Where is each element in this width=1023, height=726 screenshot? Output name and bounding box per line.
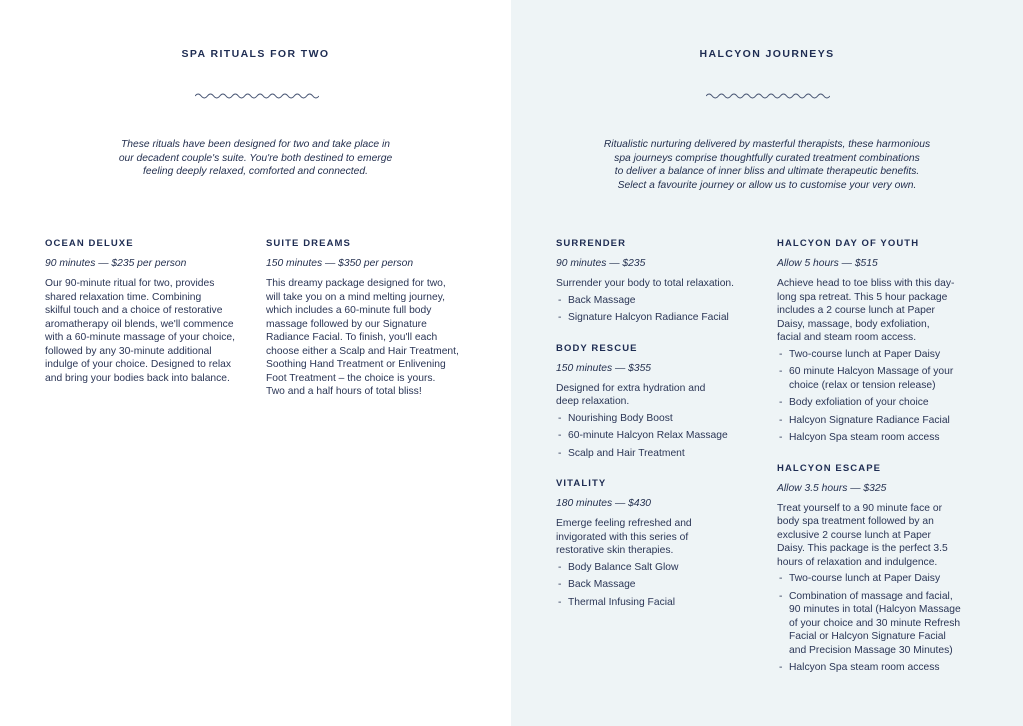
item-line: - Nourishing Body Boost bbox=[568, 412, 673, 424]
description-line: will take you on a mind melting journey, bbox=[266, 291, 445, 303]
description-line: Our 90-minute ritual for two, provides bbox=[45, 278, 215, 289]
description-line: skilful touch and a choice of restorative bbox=[45, 305, 223, 316]
treatment-description bbox=[777, 277, 1002, 345]
description-line: Achieve head to toe bliss with this day- bbox=[777, 278, 955, 289]
item-line: 90 minutes in total (Halcyon Massage bbox=[789, 604, 961, 615]
item-line: - Thermal Infusing Facial bbox=[568, 596, 676, 608]
description-line: Surrender your body to total relaxation. bbox=[556, 278, 735, 289]
treatment-name: HALCYON DAY OF YOUTH bbox=[777, 238, 920, 249]
description-line: exclusive 2 course lunch at Paper bbox=[777, 529, 931, 541]
treatment-description bbox=[556, 517, 766, 558]
description-line: aromatherapy oil blends, we'll commence bbox=[45, 318, 234, 330]
included-treatment-item bbox=[556, 561, 766, 575]
section-title-halcyon-journeys: HALCYON JOURNEYS bbox=[699, 48, 835, 60]
treatment-duration-price: Allow 5 hours — $515 bbox=[777, 258, 878, 269]
included-treatment-item bbox=[556, 311, 766, 325]
wave-divider-icon bbox=[706, 89, 830, 103]
treatment-description bbox=[556, 277, 766, 291]
item-line: - Back Massage bbox=[568, 579, 636, 590]
treatment-name: BODY RESCUE bbox=[556, 342, 638, 354]
item-line: - 60-minute Halcyon Relax Massage bbox=[568, 430, 728, 441]
section-intro bbox=[541, 138, 993, 192]
included-treatment-item bbox=[777, 572, 1002, 586]
intro-line: Ritualistic nurturing delivered by masterful therapists, these harmonious bbox=[603, 139, 931, 150]
treatment-duration-price: 90 minutes — $235 bbox=[556, 258, 646, 269]
treatment-block bbox=[777, 463, 1002, 675]
included-treatment-item bbox=[777, 396, 1002, 410]
description-line: long spa retreat. This 5 hour package bbox=[777, 291, 948, 303]
treatment-name: VITALITY bbox=[556, 478, 607, 489]
item-line: - Signature Halcyon Radiance Facial bbox=[568, 312, 729, 323]
treatment-block bbox=[556, 238, 766, 325]
description-line: body spa treatment followed by an bbox=[777, 516, 934, 527]
description-line: Emerge feeling refreshed and bbox=[556, 518, 692, 529]
treatment-duration-price: Allow 3.5 hours — $325 bbox=[777, 482, 887, 494]
included-treatment-item bbox=[556, 429, 766, 443]
description-line: restorative skin therapies. bbox=[556, 545, 674, 556]
included-treatment-item bbox=[777, 590, 1002, 658]
description-line: which includes a 60-minute full body bbox=[266, 305, 432, 316]
treatment-name: SURRENDER bbox=[556, 238, 627, 249]
treatment-name: OCEAN DELUXE bbox=[45, 238, 134, 249]
included-treatments-list bbox=[556, 412, 766, 461]
description-line: This dreamy package designed for two, bbox=[266, 278, 446, 289]
treatment-block bbox=[556, 478, 766, 609]
description-line: shared relaxation time. Combining bbox=[45, 291, 202, 303]
treatment-column-1 bbox=[556, 238, 766, 627]
item-line: and Precision Massage 30 Minutes) bbox=[789, 644, 953, 656]
treatment-description bbox=[266, 277, 491, 399]
included-treatment-item bbox=[777, 348, 1002, 362]
treatment-column-2 bbox=[266, 238, 491, 417]
treatment-column-1 bbox=[45, 238, 255, 403]
included-treatment-item bbox=[556, 412, 766, 426]
included-treatments-list bbox=[556, 561, 766, 610]
treatment-duration-price: 180 minutes — $430 bbox=[556, 498, 652, 509]
treatment-description bbox=[45, 277, 255, 385]
included-treatment-item bbox=[556, 294, 766, 308]
included-treatment-item bbox=[777, 365, 1002, 392]
item-line: - Scalp and Hair Treatment bbox=[568, 447, 685, 459]
item-line: - Two-course lunch at Paper Daisy bbox=[789, 573, 941, 584]
intro-line: These rituals have been designed for two and take place in bbox=[120, 139, 391, 150]
treatment-block bbox=[266, 238, 491, 399]
included-treatment-item bbox=[777, 431, 1002, 445]
item-line: - Two-course lunch at Paper Daisy bbox=[789, 348, 941, 360]
treatment-description bbox=[777, 502, 1002, 570]
description-line: includes a 2 course lunch at Paper bbox=[777, 305, 935, 316]
item-line: of your choice and 30 minute Refresh bbox=[789, 617, 961, 629]
treatment-duration-price: 90 minutes — $235 per person bbox=[45, 258, 187, 269]
description-line: Treat yourself to a 90 minute face or bbox=[777, 502, 943, 514]
intro-line: our decadent couple's suite. You're both destined to emerge bbox=[118, 152, 393, 164]
description-line: hours of relaxation and indulgence. bbox=[777, 556, 938, 568]
description-line: facial and steam room access. bbox=[777, 332, 917, 343]
left-page bbox=[0, 0, 511, 726]
included-treatment-item bbox=[556, 447, 766, 461]
description-line: Foot Treatment – the choice is yours. bbox=[266, 372, 436, 384]
section-title-spa-rituals: SPA RITUALS FOR TWO bbox=[181, 48, 330, 60]
included-treatments-list bbox=[556, 294, 766, 325]
wave-divider-icon bbox=[195, 89, 319, 103]
item-line: - Halcyon Signature Radiance Facial bbox=[789, 414, 950, 426]
included-treatment-item bbox=[777, 661, 1002, 675]
included-treatments-list bbox=[777, 348, 1002, 445]
item-line: - Combination of massage and facial, bbox=[789, 590, 953, 602]
included-treatments-list bbox=[777, 572, 1002, 675]
description-line: Daisy, massage, body exfoliation, bbox=[777, 318, 930, 330]
section-intro bbox=[40, 138, 471, 179]
description-line: Two and a half hours of total bliss! bbox=[266, 386, 422, 397]
item-line: - Halcyon Spa steam room access bbox=[789, 662, 940, 673]
description-line: invigorated with this series of bbox=[556, 531, 689, 543]
treatment-block bbox=[556, 343, 766, 461]
description-line: Daisy. This package is the perfect 3.5 bbox=[777, 543, 948, 554]
description-line: with a 60-minute massage of your choice, bbox=[45, 332, 236, 343]
item-line: choice (relax or tension release) bbox=[789, 379, 936, 391]
description-line: deep relaxation. bbox=[556, 396, 630, 407]
treatment-duration-price: 150 minutes — $355 bbox=[556, 362, 652, 374]
description-line: massage followed by our Signature bbox=[266, 318, 427, 330]
intro-line: Select a favourite journey or allow us to customise your very own. bbox=[617, 179, 917, 191]
treatment-block bbox=[45, 238, 255, 385]
item-line: - Halcyon Spa steam room access bbox=[789, 432, 940, 443]
intro-line: to deliver a balance of inner bliss and ultimate therapeutic benefits. bbox=[614, 166, 920, 177]
intro-line: feeling deeply relaxed, comforted and connected. bbox=[143, 166, 368, 177]
right-page bbox=[511, 0, 1023, 726]
description-line: and bring your bodies back into balance. bbox=[45, 372, 230, 384]
treatment-name: SUITE DREAMS bbox=[266, 238, 351, 249]
included-treatment-item bbox=[556, 596, 766, 610]
description-line: Designed for extra hydration and bbox=[556, 382, 706, 394]
description-line: indulge of your choice. Designed to relax bbox=[45, 359, 232, 370]
item-line: - Body Balance Salt Glow bbox=[568, 561, 679, 573]
item-line: - Back Massage bbox=[568, 294, 636, 306]
included-treatment-item bbox=[556, 578, 766, 592]
description-line: Soothing Hand Treatment or Enlivening bbox=[266, 359, 446, 370]
description-line: followed by any 30-minute additional bbox=[45, 345, 212, 357]
treatment-description bbox=[556, 382, 766, 409]
treatment-duration-price: 150 minutes — $350 per person bbox=[266, 258, 414, 269]
included-treatment-item bbox=[777, 414, 1002, 428]
description-line: choose either a Scalp and Hair Treatment, bbox=[266, 345, 459, 357]
treatment-block bbox=[777, 238, 1002, 445]
intro-line: spa journeys comprise thoughtfully curated treatment combinations bbox=[614, 152, 920, 164]
item-line: - Body exfoliation of your choice bbox=[789, 397, 929, 408]
item-line: Facial or Halcyon Signature Facial bbox=[789, 631, 946, 642]
treatment-name: HALCYON ESCAPE bbox=[777, 462, 882, 474]
description-line: Radiance Facial. To finish, you'll each bbox=[266, 332, 438, 343]
treatment-column-2 bbox=[777, 238, 1002, 693]
item-line: - 60 minute Halcyon Massage of your bbox=[789, 366, 954, 377]
